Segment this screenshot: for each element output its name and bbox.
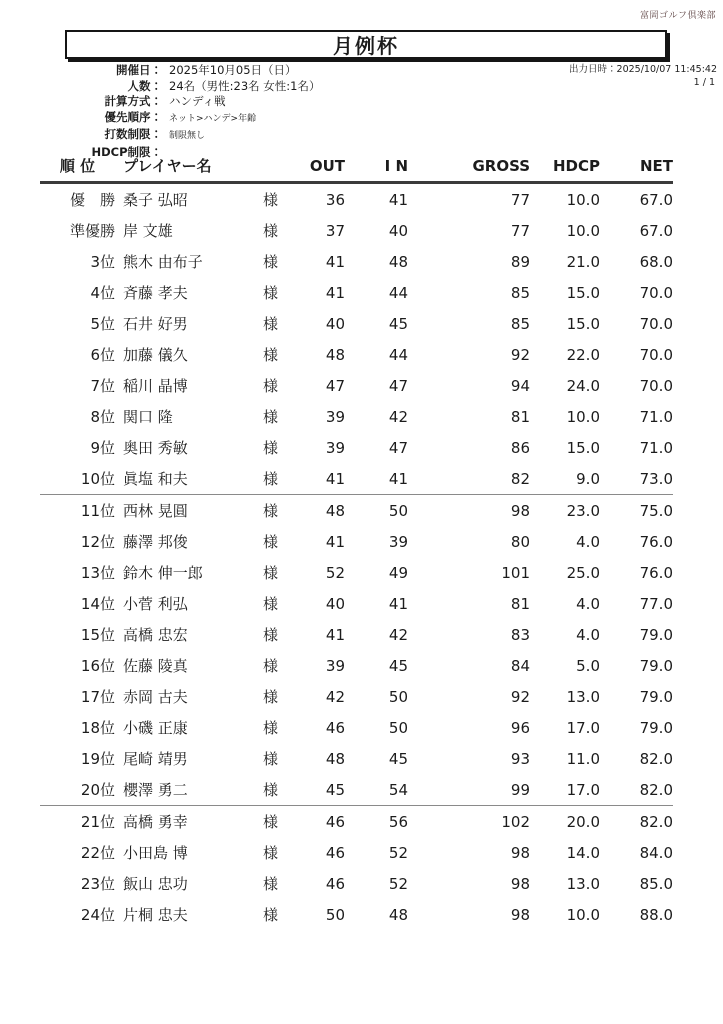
rank-cell: 18位 — [80, 719, 115, 737]
honorific-cell: 様 — [263, 688, 279, 706]
rank-cell: 24位 — [80, 906, 115, 924]
table-row — [40, 837, 673, 868]
rank-cell: 11位 — [80, 502, 115, 520]
net-cell: 71.0 — [639, 438, 673, 457]
player-name-cell: 鈴木 伸一郎 — [123, 564, 203, 582]
in-cell: 52 — [388, 843, 408, 862]
net-cell: 67.0 — [639, 221, 673, 240]
table-row — [40, 308, 673, 339]
meta-value: ハンディ戦 — [169, 94, 226, 109]
gross-cell: 96 — [510, 718, 530, 737]
net-cell: 79.0 — [639, 687, 673, 706]
in-cell: 47 — [388, 376, 408, 395]
player-name-cell: 小田島 博 — [123, 844, 188, 862]
player-name-cell: 小磯 正康 — [123, 719, 188, 737]
table-row — [40, 774, 673, 806]
honorific-cell: 様 — [263, 253, 279, 271]
gross-column-header: GROSS — [472, 156, 530, 175]
honorific-cell: 様 — [263, 564, 279, 582]
honorific-cell: 様 — [263, 377, 279, 395]
in-cell: 47 — [388, 438, 408, 457]
table-row — [40, 588, 673, 619]
gross-cell: 84 — [510, 656, 530, 675]
rank-cell: 17位 — [80, 688, 115, 706]
honorific-cell: 様 — [263, 284, 279, 302]
player-name-cell: 関口 隆 — [123, 408, 173, 426]
in-cell: 41 — [388, 190, 408, 209]
gross-cell: 81 — [510, 407, 530, 426]
rank-cell: 6位 — [90, 346, 115, 364]
player-name-cell: 岸 文雄 — [123, 222, 173, 240]
net-cell: 79.0 — [639, 718, 673, 737]
table-row — [40, 432, 673, 463]
player-name-cell: 加藤 儀久 — [123, 346, 188, 364]
in-cell: 52 — [388, 874, 408, 893]
rank-cell: 19位 — [80, 750, 115, 768]
hdcp-cell: 9.0 — [576, 469, 600, 488]
honorific-cell: 様 — [263, 875, 279, 893]
rank-cell: 4位 — [90, 284, 115, 302]
table-row — [40, 526, 673, 557]
out-cell: 41 — [325, 625, 345, 644]
net-cell: 67.0 — [639, 190, 673, 209]
hdcp-cell: 10.0 — [566, 905, 600, 924]
player-name-cell: 高橋 勇幸 — [123, 813, 188, 831]
rank-cell: 22位 — [80, 844, 115, 862]
out-cell: 48 — [325, 749, 345, 768]
gross-cell: 89 — [510, 252, 530, 271]
net-cell: 82.0 — [639, 780, 673, 799]
rank-cell: 13位 — [80, 564, 115, 582]
rank-cell: 準優勝 — [69, 222, 115, 240]
rank-cell: 23位 — [80, 875, 115, 893]
gross-cell: 92 — [510, 687, 530, 706]
out-cell: 46 — [325, 874, 345, 893]
gross-cell: 77 — [510, 221, 530, 240]
output-datetime: 出力日時：2025/10/07 11:45:42 — [569, 64, 717, 75]
out-cell: 39 — [325, 407, 345, 426]
in-cell: 48 — [388, 252, 408, 271]
gross-cell: 77 — [510, 190, 530, 209]
in-cell: 56 — [388, 812, 408, 831]
out-cell: 48 — [325, 501, 345, 520]
hdcp-column-header: HDCP — [552, 156, 600, 175]
honorific-cell: 様 — [263, 813, 279, 831]
table-row — [40, 277, 673, 308]
player-name-cell: 尾崎 靖男 — [123, 750, 188, 768]
meta-label: HDCP制限： — [91, 144, 162, 159]
title-box — [65, 30, 667, 59]
hdcp-cell: 21.0 — [566, 252, 600, 271]
honorific-cell: 様 — [263, 346, 279, 364]
player-name-cell: 藤澤 邦俊 — [123, 533, 188, 551]
meta-label: 優先順序： — [104, 109, 162, 124]
in-cell: 41 — [388, 469, 408, 488]
gross-cell: 80 — [510, 532, 530, 551]
hdcp-cell: 14.0 — [566, 843, 600, 862]
out-cell: 47 — [325, 376, 345, 395]
honorific-cell: 様 — [263, 408, 279, 426]
honorific-cell: 様 — [263, 502, 279, 520]
in-column-header: I N — [384, 156, 408, 175]
gross-cell: 98 — [510, 905, 530, 924]
gross-cell: 99 — [510, 780, 530, 799]
honorific-cell: 様 — [263, 439, 279, 457]
meta-row — [40, 127, 460, 145]
meta-row — [40, 63, 460, 79]
player-name-cell: 小菅 利弘 — [123, 595, 188, 613]
in-cell: 54 — [388, 780, 408, 799]
rank-cell: 20位 — [80, 781, 115, 799]
out-cell: 46 — [325, 718, 345, 737]
table-row — [40, 619, 673, 650]
net-cell: 84.0 — [639, 843, 673, 862]
hdcp-cell: 22.0 — [566, 345, 600, 364]
table-row — [40, 743, 673, 774]
in-cell: 41 — [388, 594, 408, 613]
out-cell: 41 — [325, 252, 345, 271]
net-cell: 70.0 — [639, 345, 673, 364]
meta-row — [40, 94, 460, 110]
hdcp-cell: 4.0 — [576, 594, 600, 613]
in-cell: 50 — [388, 501, 408, 520]
rank-cell: 優 勝 — [69, 191, 115, 209]
net-cell: 71.0 — [639, 407, 673, 426]
rank-cell: 14位 — [80, 595, 115, 613]
player-name-cell: 櫻澤 勇二 — [123, 781, 188, 799]
out-cell: 45 — [325, 780, 345, 799]
table-row — [40, 246, 673, 277]
player-name-cell: 眞塩 和夫 — [123, 470, 188, 488]
honorific-cell: 様 — [263, 750, 279, 768]
rank-cell: 10位 — [80, 470, 115, 488]
club-name: 富岡ゴルフ倶楽部 — [639, 11, 716, 21]
table-row — [40, 650, 673, 681]
honorific-cell: 様 — [263, 191, 279, 209]
rank-cell: 21位 — [80, 813, 115, 831]
net-cell: 70.0 — [639, 283, 673, 302]
honorific-cell: 様 — [263, 657, 279, 675]
rank-cell: 8位 — [90, 408, 115, 426]
out-cell: 37 — [325, 221, 345, 240]
meta-label: 打数制限： — [104, 127, 162, 142]
net-cell: 73.0 — [639, 469, 673, 488]
table-row — [40, 370, 673, 401]
meta-row — [40, 110, 460, 128]
gross-cell: 92 — [510, 345, 530, 364]
gross-cell: 93 — [510, 749, 530, 768]
hdcp-cell: 15.0 — [566, 283, 600, 302]
rank-cell: 5位 — [90, 315, 115, 333]
hdcp-cell: 4.0 — [576, 532, 600, 551]
player-name-cell: 佐藤 陵真 — [123, 657, 188, 675]
in-cell: 42 — [388, 407, 408, 426]
honorific-cell: 様 — [263, 844, 279, 862]
out-cell: 48 — [325, 345, 345, 364]
player-name-cell: 片桐 忠夫 — [123, 906, 188, 924]
page-number: 1 / 1 — [693, 77, 715, 88]
net-cell: 70.0 — [639, 314, 673, 333]
gross-cell: 102 — [501, 812, 530, 831]
gross-cell: 98 — [510, 874, 530, 893]
rank-cell: 3位 — [90, 253, 115, 271]
net-cell: 85.0 — [639, 874, 673, 893]
in-cell: 39 — [388, 532, 408, 551]
player-name-cell: 高橋 忠宏 — [123, 626, 188, 644]
player-name-cell: 赤岡 古夫 — [123, 688, 188, 706]
net-cell: 79.0 — [639, 656, 673, 675]
honorific-cell: 様 — [263, 315, 279, 333]
rank-cell: 9位 — [90, 439, 115, 457]
net-cell: 68.0 — [639, 252, 673, 271]
table-row — [40, 557, 673, 588]
output-block — [569, 64, 717, 89]
honorific-cell: 様 — [263, 222, 279, 240]
net-cell: 76.0 — [639, 563, 673, 582]
net-cell: 75.0 — [639, 501, 673, 520]
honorific-cell: 様 — [263, 533, 279, 551]
net-cell: 79.0 — [639, 625, 673, 644]
table-row — [40, 215, 673, 246]
net-cell: 82.0 — [639, 749, 673, 768]
net-cell: 77.0 — [639, 594, 673, 613]
hdcp-cell: 11.0 — [566, 749, 600, 768]
in-cell: 48 — [388, 905, 408, 924]
rank-cell: 16位 — [80, 657, 115, 675]
out-cell: 46 — [325, 843, 345, 862]
out-cell: 52 — [325, 563, 345, 582]
net-cell: 88.0 — [639, 905, 673, 924]
hdcp-cell: 15.0 — [566, 438, 600, 457]
in-cell: 45 — [388, 656, 408, 675]
out-cell: 50 — [325, 905, 345, 924]
gross-cell: 94 — [510, 376, 530, 395]
gross-cell: 83 — [510, 625, 530, 644]
table-row — [40, 868, 673, 899]
out-column-header: OUT — [309, 156, 345, 175]
table-row — [40, 339, 673, 370]
hdcp-cell: 25.0 — [566, 563, 600, 582]
meta-value: ネット>ハンデ>年齢 — [169, 113, 257, 124]
out-cell: 39 — [325, 438, 345, 457]
player-name-cell: 石井 好男 — [123, 315, 188, 333]
gross-cell: 101 — [501, 563, 530, 582]
hdcp-cell: 10.0 — [566, 221, 600, 240]
meta-value: 2025年10月05日（日） — [169, 63, 297, 77]
out-cell: 36 — [325, 190, 345, 209]
player-name-cell: 飯山 忠功 — [123, 875, 188, 893]
gross-cell: 86 — [510, 438, 530, 457]
in-cell: 42 — [388, 625, 408, 644]
out-cell: 41 — [325, 283, 345, 302]
honorific-cell: 様 — [263, 719, 279, 737]
hdcp-cell: 13.0 — [566, 874, 600, 893]
rank-column-header: 順 位 — [59, 157, 96, 175]
player-name-cell: 奥田 秀敏 — [123, 439, 188, 457]
table-row — [40, 495, 673, 526]
hdcp-cell: 23.0 — [566, 501, 600, 520]
gross-cell: 98 — [510, 501, 530, 520]
results-table — [40, 150, 673, 930]
honorific-cell: 様 — [263, 595, 279, 613]
gross-cell: 85 — [510, 314, 530, 333]
player-name-cell: 稲川 晶博 — [123, 377, 188, 395]
honorific-cell: 様 — [263, 906, 279, 924]
in-cell: 45 — [388, 749, 408, 768]
player-name-cell: 斉藤 孝夫 — [123, 284, 188, 302]
hdcp-cell: 4.0 — [576, 625, 600, 644]
hdcp-cell: 20.0 — [566, 812, 600, 831]
table-row — [40, 712, 673, 743]
player-name-cell: 桑子 弘昭 — [123, 191, 188, 209]
table-row — [40, 463, 673, 495]
in-cell: 50 — [388, 687, 408, 706]
meta-row — [40, 79, 460, 95]
table-row — [40, 681, 673, 712]
in-cell: 45 — [388, 314, 408, 333]
table-row — [40, 899, 673, 930]
hdcp-cell: 5.0 — [576, 656, 600, 675]
out-cell: 41 — [325, 532, 345, 551]
in-cell: 44 — [388, 345, 408, 364]
in-cell: 50 — [388, 718, 408, 737]
out-cell: 41 — [325, 469, 345, 488]
player-name-cell: 西林 晃圓 — [123, 502, 188, 520]
gross-cell: 85 — [510, 283, 530, 302]
page-title: 月例杯 — [333, 34, 399, 58]
player-column-header: プレイヤー名 — [123, 157, 212, 175]
honorific-cell: 様 — [263, 781, 279, 799]
in-cell: 44 — [388, 283, 408, 302]
out-cell: 40 — [325, 314, 345, 333]
gross-cell: 81 — [510, 594, 530, 613]
honorific-cell: 様 — [263, 470, 279, 488]
meta-block — [40, 63, 460, 161]
gross-cell: 98 — [510, 843, 530, 862]
gross-cell: 82 — [510, 469, 530, 488]
rank-cell: 7位 — [90, 377, 115, 395]
in-cell: 40 — [388, 221, 408, 240]
hdcp-cell: 15.0 — [566, 314, 600, 333]
table-row — [40, 806, 673, 837]
rank-cell: 12位 — [80, 533, 115, 551]
honorific-cell: 様 — [263, 626, 279, 644]
player-name-cell: 熊木 由布子 — [123, 253, 203, 271]
net-column-header: NET — [639, 156, 673, 175]
hdcp-cell: 13.0 — [566, 687, 600, 706]
table-header-row — [40, 150, 673, 184]
net-cell: 76.0 — [639, 532, 673, 551]
table-body — [40, 184, 673, 930]
out-cell: 40 — [325, 594, 345, 613]
hdcp-cell: 17.0 — [566, 718, 600, 737]
hdcp-cell: 10.0 — [566, 407, 600, 426]
table-row — [40, 401, 673, 432]
meta-value: 24名（男性:23名 女性:1名） — [169, 78, 321, 93]
meta-label: 人数： — [127, 78, 162, 93]
hdcp-cell: 24.0 — [566, 376, 600, 395]
meta-label: 計算方式： — [104, 94, 162, 109]
net-cell: 82.0 — [639, 812, 673, 831]
table-row — [40, 184, 673, 215]
meta-value: 制限無し — [169, 131, 206, 142]
hdcp-cell: 10.0 — [566, 190, 600, 209]
in-cell: 49 — [388, 563, 408, 582]
net-cell: 70.0 — [639, 376, 673, 395]
out-cell: 39 — [325, 656, 345, 675]
meta-label: 開催日： — [116, 63, 162, 77]
out-cell: 42 — [325, 687, 345, 706]
out-cell: 46 — [325, 812, 345, 831]
hdcp-cell: 17.0 — [566, 780, 600, 799]
rank-cell: 15位 — [80, 626, 115, 644]
